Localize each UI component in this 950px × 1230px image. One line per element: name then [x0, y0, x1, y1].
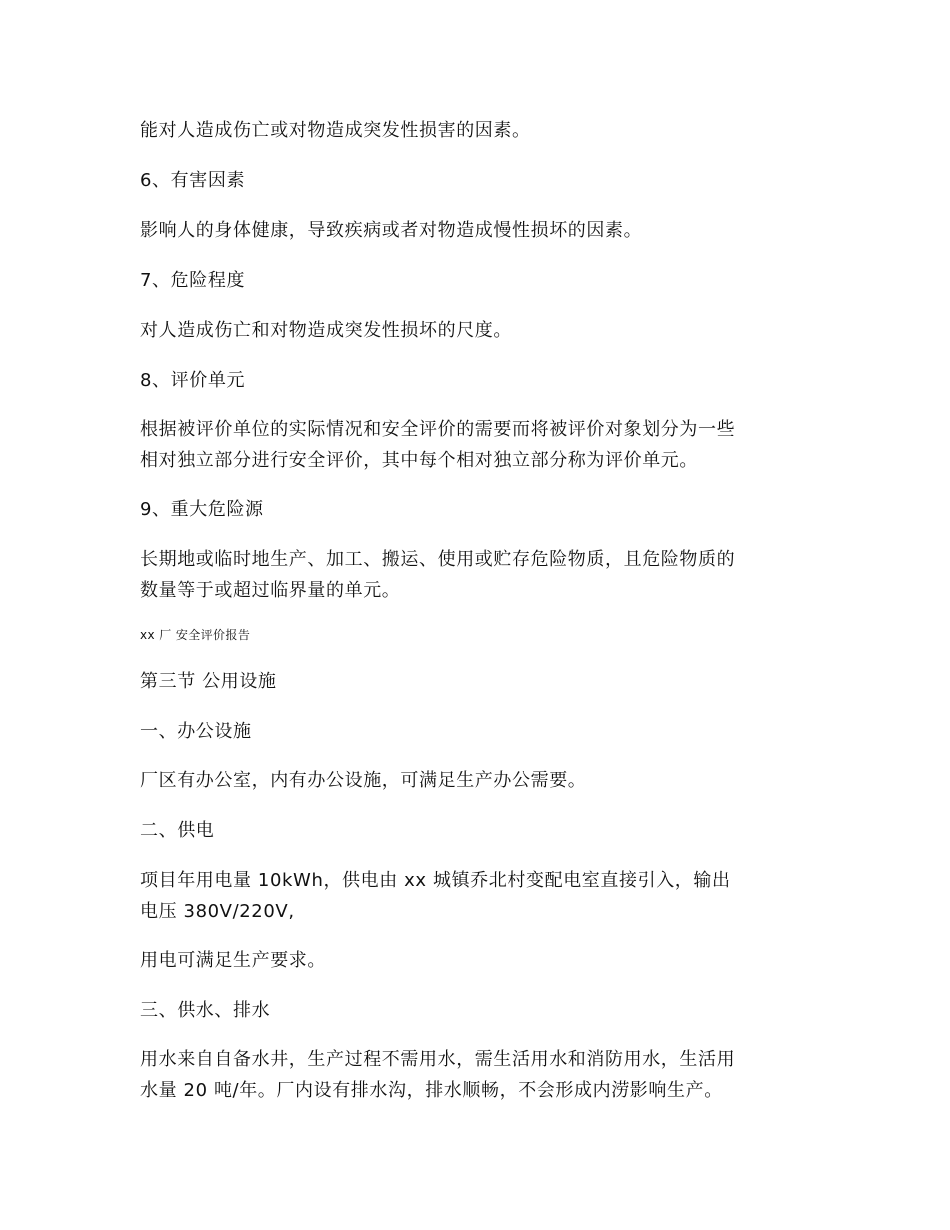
paragraph-text: 相对独立部分进行安全评价，其中每个相对独立部分称为评价单元。: [140, 450, 698, 471]
section-heading: 9、重大危险源: [140, 499, 264, 520]
paragraph-text: 项目年用电量 10kWh，供电由 xx 城镇乔北村变配电室直接引入，输出: [140, 870, 731, 891]
section-heading: 8、评价单元: [140, 370, 246, 391]
paragraph-text: 长期地或临时地生产、加工、搬运、使用或贮存危险物质，且危险物质的: [140, 549, 736, 570]
section-heading: 三、供水、排水: [140, 1000, 271, 1021]
section-heading: 二、供电: [140, 820, 215, 841]
paragraph-text: 用电可满足生产要求。: [140, 950, 326, 971]
section-heading: 6、有害因素: [140, 170, 246, 191]
paragraph-text: 电压 380V/220V,: [140, 901, 295, 922]
paragraph-text: 数量等于或超过临界量的单元。: [140, 580, 401, 601]
paragraph-text: 水量 20 吨/年。厂内设有排水沟，排水顺畅，不会形成内涝影响生产。: [140, 1080, 723, 1101]
paragraph-text: 用水来自自备水井，生产过程不需用水，需生活用水和消防用水，生活用: [140, 1049, 736, 1070]
paragraph-text: 影响人的身体健康，导致疾病或者对物造成慢性损坏的因素。: [140, 220, 643, 241]
section-heading: 一、办公设施: [140, 721, 252, 742]
paragraph-text: 厂区有办公室，内有办公设施，可满足生产办公需要。: [140, 770, 587, 791]
paragraph-text: 对人造成伤亡和对物造成突发性损坏的尺度。: [140, 320, 512, 341]
chapter-title: 第三节 公用设施: [140, 671, 277, 692]
report-header: xx 厂 安全评价报告: [140, 628, 251, 642]
paragraph-text: 能对人造成伤亡或对物造成突发性损害的因素。: [140, 120, 531, 141]
paragraph-text: 根据被评价单位的实际情况和安全评价的需要而将被评价对象划分为一些: [140, 419, 736, 440]
section-heading: 7、危险程度: [140, 270, 246, 291]
